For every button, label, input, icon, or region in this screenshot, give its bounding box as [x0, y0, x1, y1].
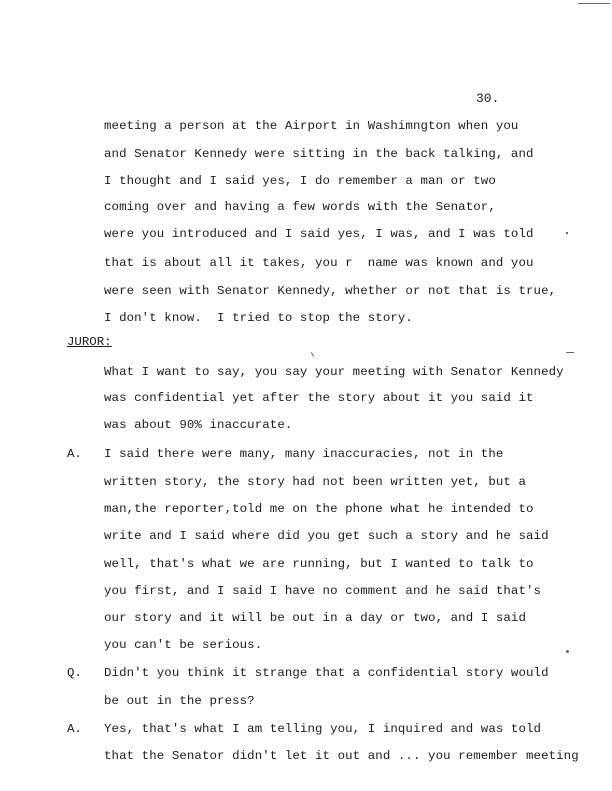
text-line: that is about all it takes, you r name was known and you: [104, 256, 534, 270]
text-line: you can't be serious.: [104, 638, 263, 652]
text-line: be out in the press?: [104, 694, 255, 708]
text-line: I don't know. I tried to stop the story.: [104, 311, 413, 325]
text-line: Didn't you think it strange that a confidential story would: [104, 666, 549, 680]
text-line: was confidential yet after the story about it you said it: [104, 391, 534, 405]
text-line: were seen with Senator Kennedy, whether or not that is true,: [104, 284, 557, 298]
text-line: well, that's what we are running, but I wanted to talk to: [104, 557, 534, 571]
text-line: I thought and I said yes, I do remember a man or two: [104, 174, 496, 188]
speaker-label: A.: [67, 722, 82, 736]
speaker-label: A.: [67, 447, 82, 461]
text-line: coming over and having a few words with the Senator,: [104, 200, 496, 214]
text-line: that the Senator didn't let it out and ... you remember meeting: [104, 749, 579, 763]
text-line: our story and it will be out in a day or two, and I said: [104, 611, 526, 625]
text-line: and Senator Kennedy were sitting in the back talking, and: [104, 147, 534, 161]
scan-speck: [566, 650, 569, 653]
scan-edge-mark: [578, 3, 610, 4]
text-line: What I want to say, you say your meeting with Senator Kennedy: [104, 365, 564, 379]
text-line: you first, and I said I have no comment and he said that's: [104, 584, 542, 598]
text-line: meeting a person at the Airport in Washimngton when you: [104, 119, 519, 133]
text-line: man,the reporter,told me on the phone what he intended to: [104, 502, 534, 516]
scan-speck: [311, 352, 314, 357]
text-line: was about 90% inaccurate.: [104, 418, 293, 432]
text-line: Yes, that's what I am telling you, I inquired and was told: [104, 722, 542, 736]
page-number: 30.: [476, 91, 500, 106]
text-line: write and I said where did you get such a story and he said: [104, 529, 549, 543]
text-line: were you introduced and I said yes, I was, and I was told: [104, 227, 534, 241]
speaker-label: Q.: [67, 666, 82, 680]
text-line: written story, the story had not been written yet, but a: [104, 475, 526, 489]
scan-edge-mark: [566, 352, 574, 353]
scan-speck: [566, 232, 568, 234]
speaker-label: JUROR:: [67, 335, 112, 349]
text-line: I said there were many, many inaccuracies, not in the: [104, 447, 504, 461]
